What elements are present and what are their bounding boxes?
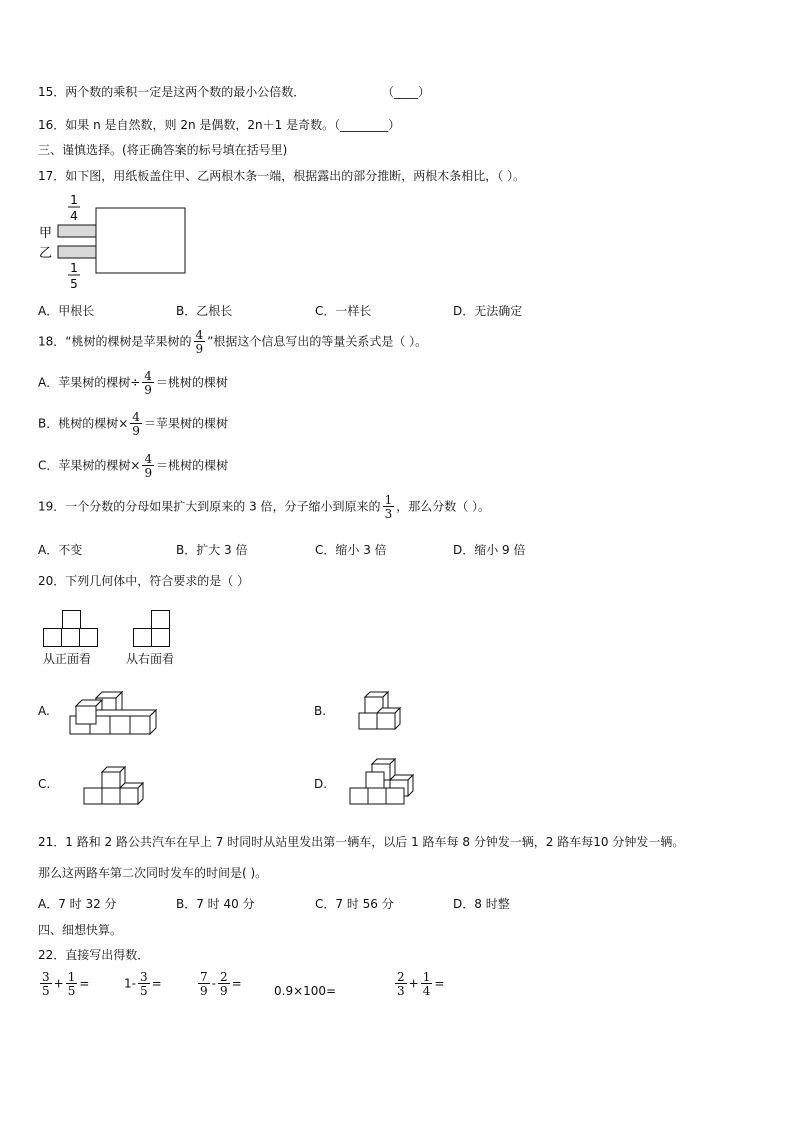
right-view-label: 从右面看 (126, 652, 175, 666)
q17-option-d[interactable]: D．无法确定 (453, 304, 523, 318)
right-view-diagram (133, 610, 173, 648)
q17-option-c[interactable]: C．一样长 (315, 304, 372, 318)
question-15 (38, 83, 305, 100)
expression-3[interactable]: $\frac{7}{9}$ - $\frac{2}{9}$ = (200, 970, 242, 998)
q21-option-d[interactable]: D．8 时整 (453, 897, 510, 911)
expression-1[interactable]: $\frac{3}{5}$ + $\frac{1}{5}$ = (42, 970, 90, 998)
question-text: 如果 n 是自然数，则 2n 是偶数，2n＋1 是奇数。 (65, 118, 335, 132)
question-20 (38, 572, 249, 589)
fraction: $\frac{4}{9}$ (195, 328, 204, 356)
expression-4[interactable]: 0.9×100= (274, 984, 337, 998)
front-view-label: 从正面看 (43, 652, 92, 666)
front-view-diagram (43, 610, 103, 648)
stick-yi (58, 246, 96, 258)
q19-option-c[interactable]: C．缩小 3 倍 (315, 543, 387, 557)
q20-option-d-solid[interactable] (346, 758, 416, 810)
question-19: 19．一个分数的分母如果扩大到原来的 3 倍，分子缩小到原来的 $\frac{1}{3}$ ，那么分数（ ）。 (38, 493, 491, 521)
cardboard-cover (96, 208, 185, 273)
q18-option-c[interactable]: C．苹果树的棵树× $\frac{4}{9}$ ＝桃树的棵树 (38, 452, 229, 480)
svg-text:5: 5 (70, 277, 78, 291)
q21-option-c[interactable]: C．7 时 56 分 (315, 897, 394, 911)
question-number: 19． (38, 499, 66, 514)
svg-text:1: 1 (70, 193, 78, 207)
q19-option-b[interactable]: B．扩大 3 倍 (176, 543, 248, 557)
q20-option-b-solid[interactable] (355, 688, 405, 738)
question-number: 18． (38, 334, 66, 349)
answer-bracket[interactable]: （________） (334, 118, 401, 132)
q20-option-d-label[interactable]: D. (314, 777, 328, 791)
fraction: $\frac{1}{3}$ (384, 493, 393, 521)
q20-option-b-label[interactable]: B. (314, 704, 327, 718)
question-number: 20． (38, 574, 66, 588)
answer-bracket[interactable]: （____） (382, 85, 431, 99)
expression-5[interactable]: $\frac{2}{3}$ + $\frac{1}{4}$ = (397, 970, 445, 998)
q17-figure (36, 192, 196, 292)
q20-option-a-solid[interactable] (66, 686, 158, 740)
q19-option-a[interactable]: A．不变 (38, 543, 83, 557)
label-jia: 甲 (39, 226, 53, 241)
svg-text:1: 1 (70, 261, 78, 275)
svg-text:4: 4 (70, 209, 78, 223)
question-number: 21． (38, 835, 66, 849)
question-number: 16． (38, 118, 66, 132)
label-yi: 乙 (39, 246, 53, 261)
q20-option-c-solid[interactable] (80, 764, 146, 810)
question-17 (38, 167, 525, 184)
expression-2[interactable]: 1- $\frac{3}{5}$ = (124, 970, 162, 998)
q18-option-a[interactable]: A．苹果树的棵树÷ $\frac{4}{9}$ ＝桃树的棵树 (38, 369, 228, 397)
question-number: 17． (38, 169, 66, 183)
section-heading-4: 四、细想快算。 (38, 923, 123, 937)
section-heading-3: 三、谨慎选择。(将正确答案的标号填在括号里) (38, 143, 288, 157)
question-number: 22． (38, 948, 66, 962)
stick-jia (58, 225, 96, 237)
fraction-one-quarter (68, 193, 80, 223)
question-21-line2: 那么这两路车第二次同时发车的时间是( )。 (38, 866, 268, 880)
q21-option-b[interactable]: B．7 时 40 分 (176, 897, 255, 911)
question-text: 直接写出得数． (65, 948, 150, 962)
question-21-line1: 21．1 路和 2 路公共汽车在早上 7 时同时从站里发出第一辆车，以后 1 路车每 8 分钟发一辆，2 路车每10 分钟发一辆。 (38, 835, 685, 849)
question-text: 下列几何体中，符合要求的是（ ） (65, 574, 250, 588)
question-22 (38, 946, 149, 963)
q17-option-a[interactable]: A．甲根长 (38, 304, 95, 318)
q21-option-a[interactable]: A．7 时 32 分 (38, 897, 117, 911)
q20-option-c-label[interactable]: C. (38, 777, 51, 791)
question-number: 15． (38, 85, 66, 99)
q19-option-d[interactable]: D．缩小 9 倍 (453, 543, 526, 557)
q17-option-b[interactable]: B．乙根长 (176, 304, 233, 318)
q20-option-a-label[interactable]: A. (38, 704, 50, 718)
question-text: 两个数的乘积一定是这两个数的最小公倍数． (65, 85, 306, 99)
fraction-one-fifth (68, 261, 80, 291)
q18-option-b[interactable]: B．桃树的棵树× $\frac{4}{9}$ ＝苹果树的棵树 (38, 410, 228, 438)
question-18: 18．“桃树的棵树是苹果树的 $\frac{4}{9}$ ”根据这个信息写出的等量关系式是（ ）。 (38, 328, 428, 356)
question-text: 如下图，用纸板盖住甲、乙两根木条一端，根据露出的部分推断，两根木条相比，（ ）。 (65, 169, 526, 183)
question-16 (38, 116, 400, 133)
